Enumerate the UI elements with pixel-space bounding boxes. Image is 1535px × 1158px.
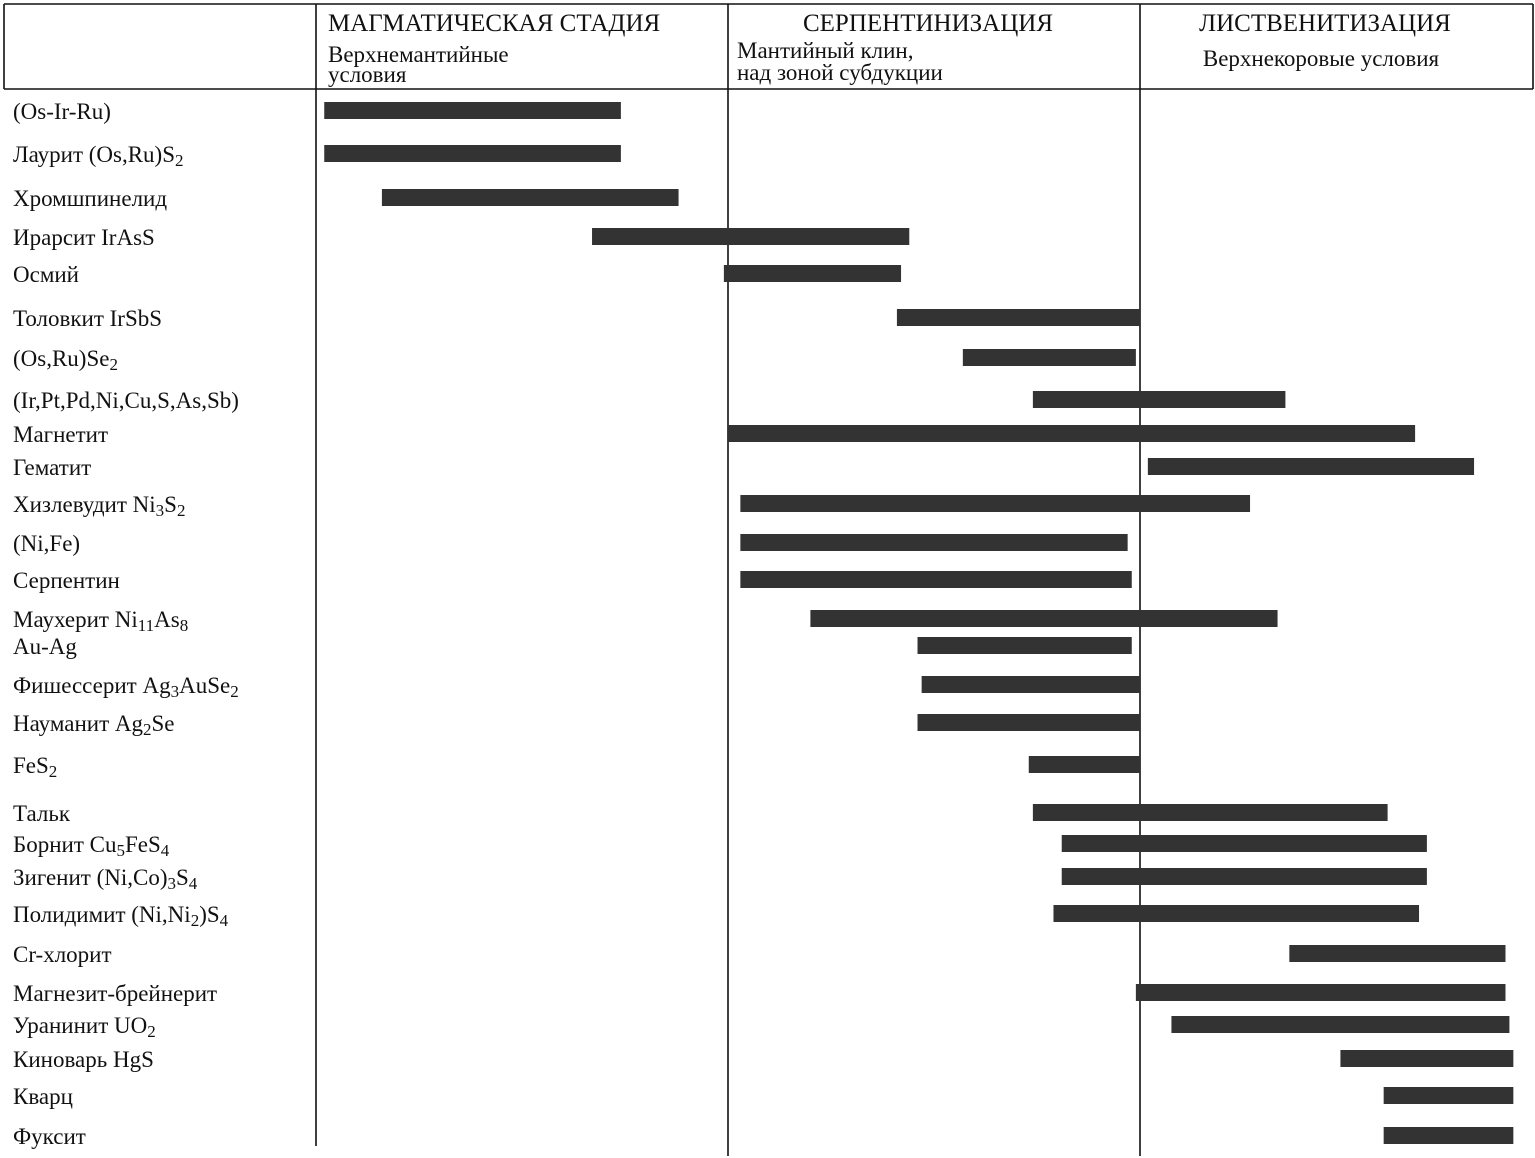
mineral-label: Лаурит (Os,Ru)S2: [13, 142, 184, 170]
mineral-bar: [1148, 458, 1474, 475]
mineral-label: Хромшпинелид: [13, 186, 168, 211]
mineral-label: Зигенит (Ni,Co)3S4: [13, 865, 198, 893]
stage-subtitle-serpentinization-1: Мантийный клин,: [737, 38, 914, 63]
mineral-label: (Os-Ir-Ru): [13, 99, 111, 124]
mineral-bar: [728, 425, 1415, 442]
mineral-label: Au-Ag: [13, 634, 77, 659]
mineral-bar: [963, 349, 1136, 366]
mineral-label: Фишессерит Ag3AuSe2: [13, 673, 239, 701]
mineral-bar: [1062, 868, 1427, 885]
mineral-bar: [1171, 1016, 1509, 1033]
mineral-label: Фуксит: [13, 1124, 86, 1149]
mineral-bar: [592, 228, 909, 245]
mineral-bar: [1053, 905, 1419, 922]
mineral-bar: [918, 714, 1140, 731]
mineral-label: (Ni,Fe): [13, 531, 81, 556]
mineral-bar: [1384, 1087, 1514, 1104]
mineral-bar: [740, 495, 1250, 512]
mineral-bar: [1062, 835, 1427, 852]
mineral-bar: [724, 265, 901, 282]
mineral-label: Ирарсит IrAsS: [13, 225, 155, 250]
stage-title-listvenitization: ЛИСТВЕНИТИЗАЦИЯ: [1199, 10, 1451, 37]
stage-subtitle-magmatic-1: Верхнемантийные: [328, 42, 509, 67]
mineral-bar: [918, 637, 1132, 654]
mineral-bar: [1289, 945, 1505, 962]
stage-subtitle-magmatic-2: условия: [328, 62, 407, 87]
mineral-bar: [1384, 1127, 1514, 1144]
mineral-label: Уранинит UO2: [13, 1013, 156, 1041]
mineral-bar: [1033, 391, 1286, 408]
mineral-label: Серпентин: [13, 568, 120, 593]
stage-title-magmatic: МАГМАТИЧЕСКАЯ СТАДИЯ: [328, 10, 661, 37]
mineral-label: Маухерит Ni11As8: [13, 607, 189, 635]
mineral-label: Кварц: [13, 1084, 73, 1109]
mineral-bar: [740, 534, 1127, 551]
mineral-label: (Os,Ru)Se2: [13, 346, 118, 374]
stage-title-serpentinization: СЕРПЕНТИНИЗАЦИЯ: [802, 10, 1054, 37]
mineral-bar: [324, 102, 621, 119]
mineral-bar: [1033, 804, 1388, 821]
mineral-label: Толовкит IrSbS: [13, 306, 163, 331]
mineral-label: (Ir,Pt,Pd,Ni,Cu,S,As,Sb): [13, 388, 239, 413]
mineral-label: FeS2: [13, 753, 58, 781]
mineral-label: Гематит: [13, 455, 92, 480]
mineral-label: Борнит Cu5FeS4: [13, 832, 170, 860]
mineral-bar: [382, 189, 679, 206]
mineral-label: Тальк: [13, 801, 71, 826]
mineral-bar: [1136, 984, 1506, 1001]
mineral-label: Магнезит-брейнерит: [13, 981, 218, 1006]
mineral-labels: [13, 99, 239, 1149]
mineral-label: Магнетит: [13, 422, 109, 447]
mineral-label: Полидимит (Ni,Ni2)S4: [13, 902, 229, 930]
mineral-label: Cr-хлорит: [13, 942, 112, 967]
mineral-bars: [324, 102, 1513, 1144]
mineral-label: Науманит Ag2Se: [13, 711, 175, 739]
mineral-bar: [922, 676, 1140, 693]
mineral-bar: [1340, 1050, 1513, 1067]
stage-subtitle-serpentinization-2: над зоной субдукции: [737, 60, 943, 85]
stage-headers: [328, 10, 1451, 87]
mineral-bar: [324, 145, 621, 162]
mineral-bar: [897, 309, 1140, 326]
mineral-bar: [810, 610, 1277, 627]
mineral-label: Осмий: [13, 262, 79, 287]
mineral-bar: [1029, 756, 1140, 773]
stage-subtitle-listvenitization-1: Верхнекоровые условия: [1202, 46, 1440, 71]
mineral-bar: [740, 571, 1131, 588]
mineral-label: Хизлевудит Ni3S2: [13, 492, 186, 520]
mineral-label: Киноварь HgS: [13, 1047, 154, 1072]
